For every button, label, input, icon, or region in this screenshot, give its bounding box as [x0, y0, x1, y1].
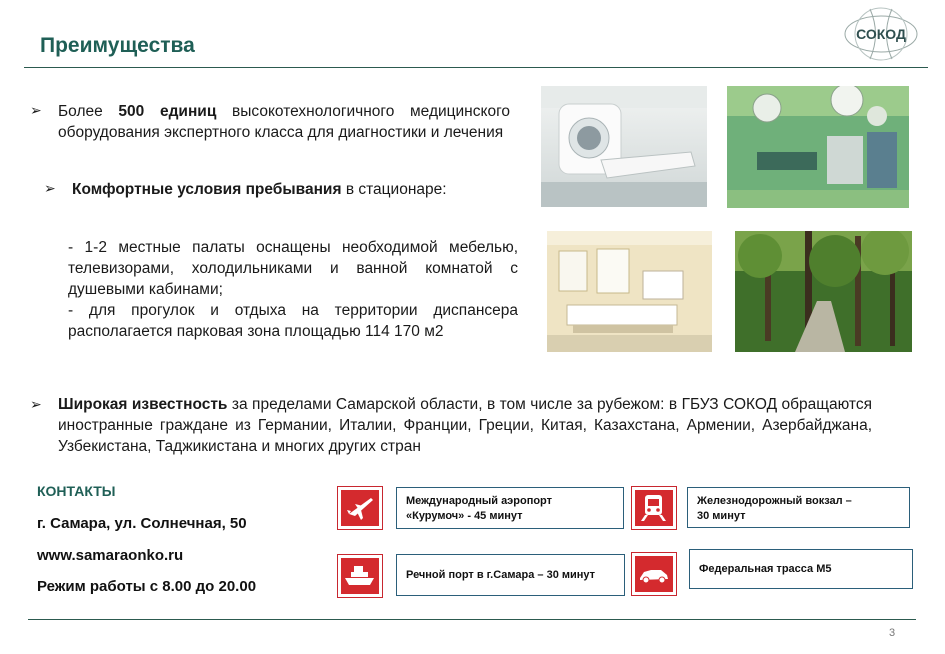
- ship-icon: [337, 554, 383, 598]
- comfort-text: Комфортные условия пребывания в стационаре:: [72, 181, 447, 198]
- fame-text: Широкая известность за пределами Самарской области, в том числе за рубежом: в ГБУЗ СОКОД обращаются иностранные граждане из Германии, Италии, Франции, Греции, Китая, Казахстана, Армении, Азербайджана, Узбекистана, Таджикистана и многих других стран: [58, 396, 872, 455]
- highway-info-box: [689, 549, 913, 589]
- bullet-arrow-icon: ➢: [44, 180, 56, 196]
- hospital-ward-photo: [547, 231, 712, 352]
- airport-line2: «Курумоч» - 45 минут: [406, 510, 523, 522]
- footer-divider: [28, 619, 916, 620]
- park-zone-photo: [735, 231, 912, 352]
- page-title: Преимущества: [40, 34, 195, 57]
- railway-info-box: [687, 487, 910, 528]
- car-icon: [631, 552, 677, 596]
- highway-text: Федеральная трасса М5: [699, 563, 832, 575]
- comfort-detail-park: - для прогулок и отдыха на территории диспансера располагается парковая зона площадью 114 170 м2: [68, 302, 518, 340]
- operating-room-photo: [727, 86, 909, 208]
- sokod-logo: [842, 6, 920, 62]
- header-divider: [24, 67, 928, 68]
- railway-line1: Железнодорожный вокзал –: [697, 495, 852, 507]
- train-icon: [631, 486, 677, 530]
- contact-website[interactable]: www.samaraonko.ru: [37, 547, 184, 564]
- contacts-heading: КОНТАКТЫ: [37, 483, 116, 499]
- page-number: 3: [889, 627, 896, 639]
- river-port-text: Речной порт в г.Самара – 30 минут: [406, 569, 596, 581]
- logo-text: СОКОД: [856, 26, 906, 42]
- bullet-arrow-icon: ➢: [30, 396, 42, 412]
- comfort-detail-rooms: - 1-2 местные палаты оснащены необходимой мебелью, телевизорами, холодильниками и ванной комнатой с душевыми кабинами;: [68, 239, 518, 298]
- airport-line1: Международный аэропорт: [406, 495, 553, 507]
- airport-info-box: [396, 487, 624, 529]
- contact-address: г. Самара, ул. Солнечная, 50: [37, 515, 247, 532]
- railway-line2: 30 минут: [697, 510, 746, 522]
- ct-scanner-photo: [541, 86, 707, 207]
- airplane-icon: [337, 486, 383, 530]
- equipment-text: Более 500 единиц высокотехнологичного медицинского оборудования экспертного класса для диагностики и лечения: [58, 103, 511, 141]
- contact-hours: Режим работы с 8.00 до 20.00: [37, 578, 257, 595]
- river-port-info-box: [396, 554, 625, 596]
- bullet-arrow-icon: ➢: [30, 102, 42, 118]
